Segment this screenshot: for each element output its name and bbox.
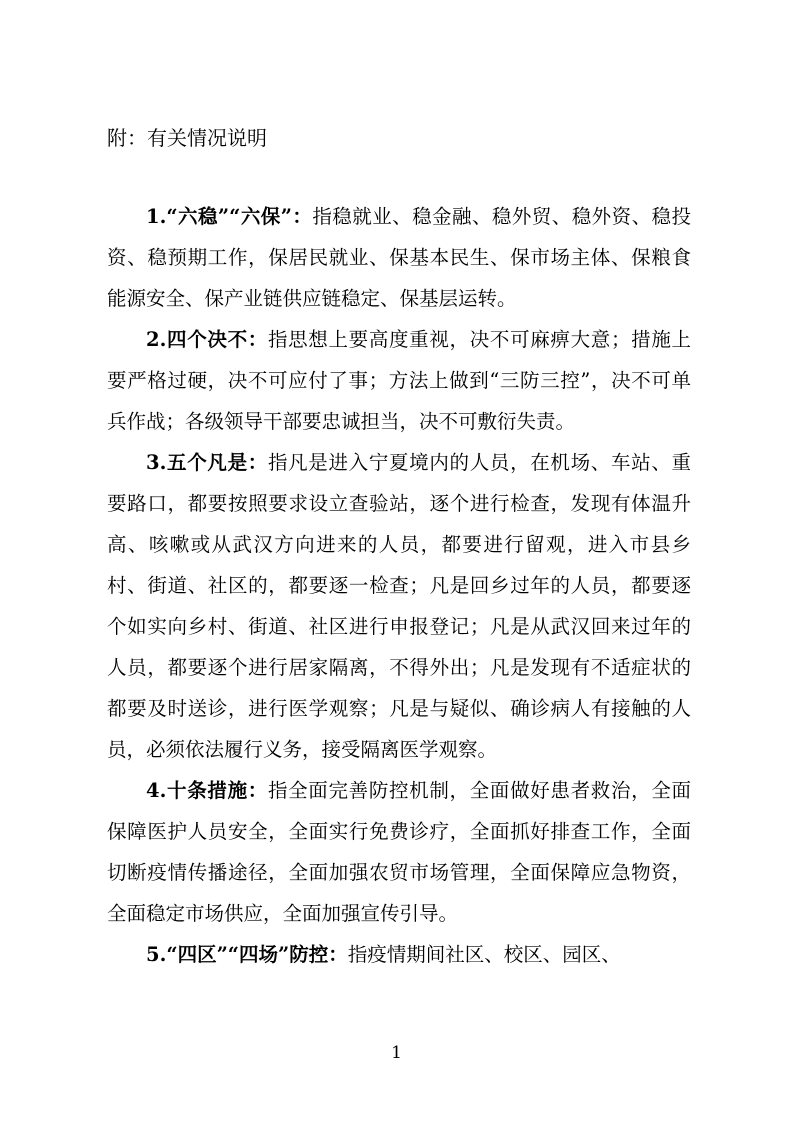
- term-definition: 指疫情期间社区、校区、园区、: [347, 943, 621, 966]
- page-number: 1: [391, 1043, 402, 1063]
- body-text: [107, 196, 691, 975]
- term-label: 3.五个凡是：: [146, 451, 268, 474]
- term-definition: 指思想上要高度重视，决不可麻痹大意；措施上要严格过硬，决不可应付了事；方法上做到“三防三控”，决不可单兵作战；各级领导干部要忠诚担当，决不可敷衍失责。: [107, 328, 691, 433]
- term-definition: 指全面完善防控机制，全面做好患者救治，全面保障医护人员安全，全面实行免费诊疗，全面抓好排查工作，全面切断疫情传播途径，全面加强农贸市场管理，全面保障应急物资，全面稳定市场供应，全面加强宣传引导。: [107, 779, 691, 925]
- paragraph-four-nevers: [107, 319, 691, 442]
- attachment-heading: 附：有关情况说明: [107, 126, 267, 150]
- term-definition: 指凡是进入宁夏境内的人员，在机场、车站、重要路口，都要按照要求设立查验站，逐个进行检查，发现有体温升高、咳嗽或从武汉方向进来的人员，都要进行留观，进入市县乡村、街道、社区的，都要逐一检查；凡是回乡过年的人员，都要逐个如实向乡村、街道、社区进行申报登记；凡是从武汉回来过年的人员，都要逐个进行居家隔离，不得外出；凡是发现有不适症状的都要及时送诊，进行医学观察；凡是与疑似、确诊病人有接触的人员，必须依法履行义务，接受隔离医学观察。: [107, 451, 691, 761]
- paragraph-six-stabilities: [107, 196, 691, 319]
- term-label: 5.“四区”“四场”防控：: [146, 943, 348, 966]
- paragraph-ten-measures: [107, 770, 691, 934]
- paragraph-five-alls: [107, 442, 691, 770]
- term-label: 4.十条措施：: [146, 779, 268, 802]
- term-label: 1.“六稳”“六保”：: [146, 205, 313, 228]
- term-definition: 指稳就业、稳金融、稳外贸、稳外资、稳投资、稳预期工作，保居民就业、保基本民生、保市场主体、保粮食能源安全、保产业链供应链稳定、保基层运转。: [107, 205, 691, 310]
- paragraph-four-areas: [107, 934, 691, 975]
- term-label: 2.四个决不：: [146, 328, 268, 351]
